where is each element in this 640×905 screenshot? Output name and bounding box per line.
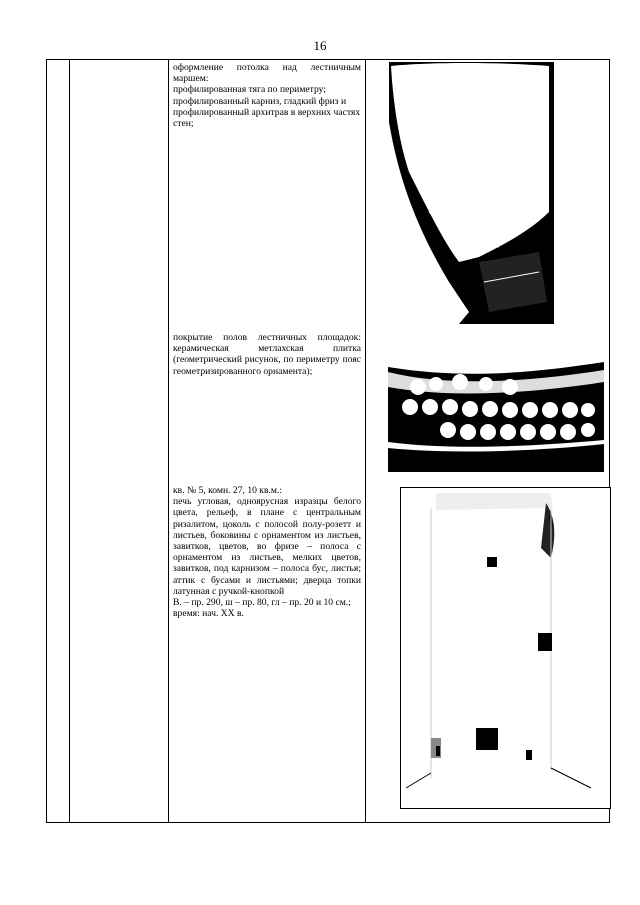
description-line: время: нач. XX в. xyxy=(173,608,244,620)
description-line: профилированный карниз, гладкий фриз и профилированный архитрав в верхних частях стен; xyxy=(173,95,361,130)
inventory-table xyxy=(46,59,610,823)
description-line: В. – пр. 290, ш – пр. 80, гл – пр. 20 и 10 см.; xyxy=(173,597,351,609)
page-number: 16 xyxy=(313,38,327,53)
column-divider xyxy=(168,60,169,822)
floor-description xyxy=(173,332,361,377)
description-line: оформление потолка над лестничным маршем: xyxy=(173,62,361,85)
column-divider xyxy=(365,60,366,822)
ceiling-cornice-photo xyxy=(389,62,554,324)
stove-description xyxy=(173,485,361,619)
description-line: профилированная тяга по периметру; xyxy=(173,84,326,96)
ceiling-description xyxy=(173,62,361,129)
description-line: кв. № 5, комн. 27, 10 кв.м.: xyxy=(173,485,283,496)
column-divider xyxy=(69,60,70,822)
tiled-stove-photo xyxy=(400,487,611,809)
description-line: печь угловая, одноярусная изразцы белого цвета, рельеф, в плане с центральным ризалитом, цоколь с полосой полу-розетт и листьев, боковины с орнаментом из листьев, завитков, цветов, во фризе – полоса с орнаментом из листьев, мелких цветов, завитков, под карнизом – полоса бус, листья; аттик с бусами и листьями; дверца топки латунная с ручкой-кнопкой xyxy=(173,496,361,597)
description-line: покрытие полов лестничных площадок: керамическая метлахская плитка (геометрический рисунок, по периметру пояс геометризированного орнамента); xyxy=(173,332,361,377)
floor-tile-photo xyxy=(388,332,604,472)
